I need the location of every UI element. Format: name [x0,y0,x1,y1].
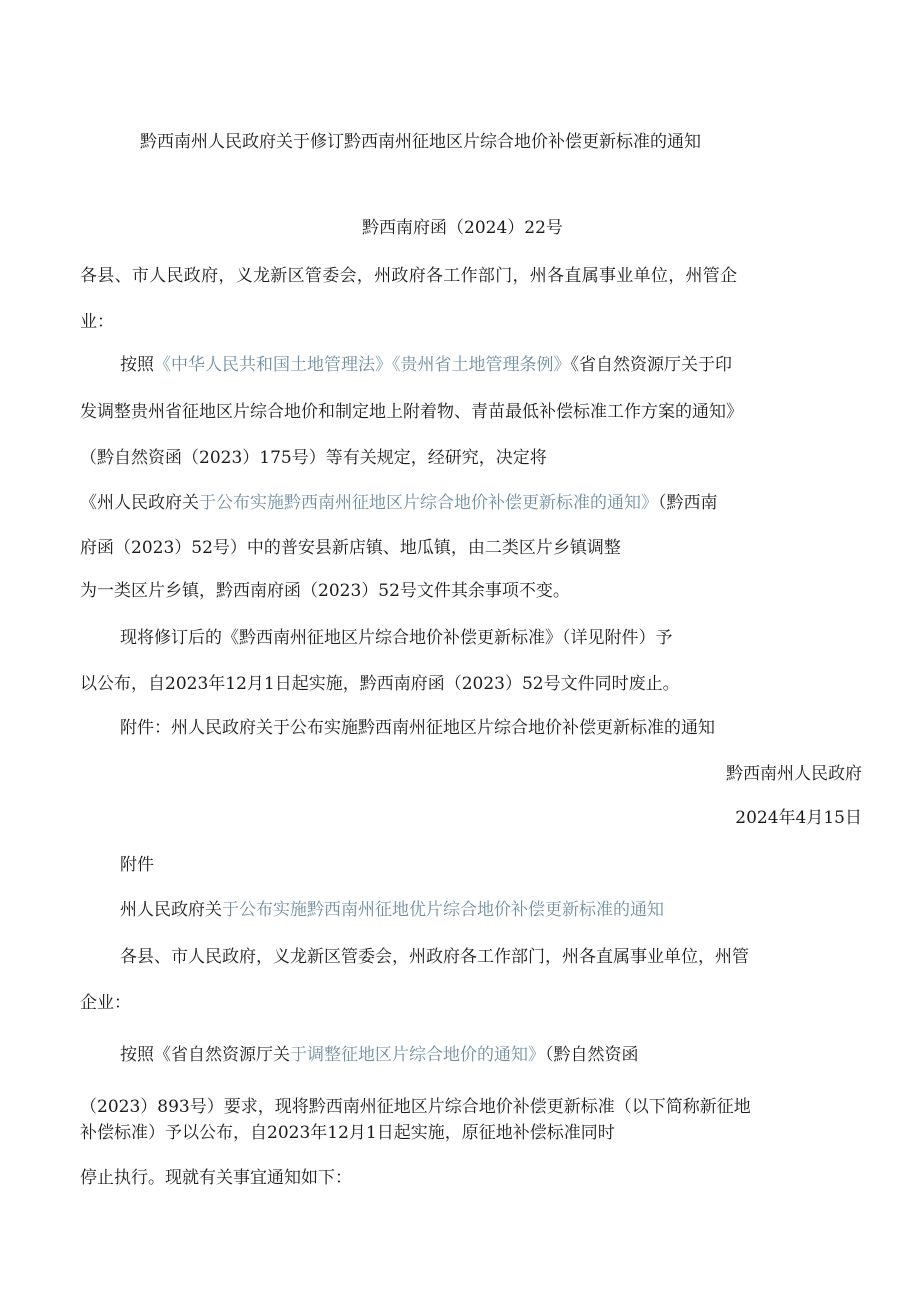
paragraph-2-line-2: 以公布，自2023年12月1日起实施，黔西南府函（2023）52号文件同时废止。 [80,674,680,694]
text: 《州人民政府关 [80,493,199,513]
addressee-2-line-1: 各县、市人民政府，义龙新区管委会，州政府各工作部门，州各直属事业单位，州管 [120,947,749,967]
paragraph-2-line-1: 现将修订后的《黔西南州征地区片综合地价补偿更新标准》（详见附件）予 [120,628,673,648]
paragraph-3-line-4: 停止执行。现就有关事宜通知如下： [80,1168,352,1188]
text: 《省自然资源厅关于印 [570,355,732,375]
text: 按照 [120,355,154,375]
paragraph-3-line-2: （2023）893号）要求，现将黔西南州征地区片综合地价补偿更新标准（以下简称新征地 [80,1097,751,1117]
attachment-line: 附件：州人民政府关于公布实施黔西南州征地区片综合地价补偿更新标准的通知 [120,718,715,738]
paragraph-3-line-3: 补偿标准）予以公布，自2023年12月1日起实施，原征地补偿标准同时 [80,1123,615,1143]
signer: 黔西南州人民政府 [726,764,862,784]
issue-date: 2024年4月15日 [735,808,862,828]
paragraph-1-line-5: 府函（2023）52号）中的普安县新店镇、地瓜镇，由二类区片乡镇调整 [80,538,621,558]
paragraph-3-line-1 [120,1043,639,1067]
paragraph-1-line-6: 为一类区片乡镇，黔西南府函（2023）52号文件其余事项不变。 [80,581,570,601]
document-number: 黔西南府函（2024）22号 [362,218,563,238]
regulation-link[interactable]: 《贵州省土地管理条例》 [392,355,571,375]
text: 按照《省自然资源厅关 [120,1045,290,1065]
paragraph-1-line-4 [80,491,718,515]
paragraph-1-line-1 [120,353,732,377]
attachment-notice-link[interactable]: 于公布实施黔西南州征地优片综合地价补偿更新标准的通知 [222,900,664,920]
paragraph-1-line-2: 发调整贵州省征地区片综合地价和制定地上附着物、青苗最低补偿标准工作方案的通知》 [80,402,743,422]
text: （黔自然资函 [545,1045,639,1065]
land-price-notice-link[interactable]: 于调整征地区片综合地价的通知》 [290,1045,545,1065]
text: 州人民政府关 [120,900,222,920]
law-link[interactable]: 《中华人民共和国土地管理法》 [154,355,392,375]
attachment-label: 附件 [120,855,154,875]
addressee-line-2: 业： [80,312,114,332]
notice-link[interactable]: 于公布实施黔西南州征地区片综合地价补偿更新标准的通知》 [199,493,658,513]
attachment-title [120,898,664,922]
text: （黔西南 [658,493,718,513]
addressee-2-line-2: 企业： [80,993,131,1013]
document-title: 黔西南州人民政府关于修订黔西南州征地区片综合地价补偿更新标准的通知 [140,132,701,152]
paragraph-1-line-3: （黔自然资函（2023）175号）等有关规定，经研究，决定将 [80,448,547,468]
addressee-line-1: 各县、市人民政府，义龙新区管委会，州政府各工作部门，州各直属事业单位，州管企 [80,266,738,286]
